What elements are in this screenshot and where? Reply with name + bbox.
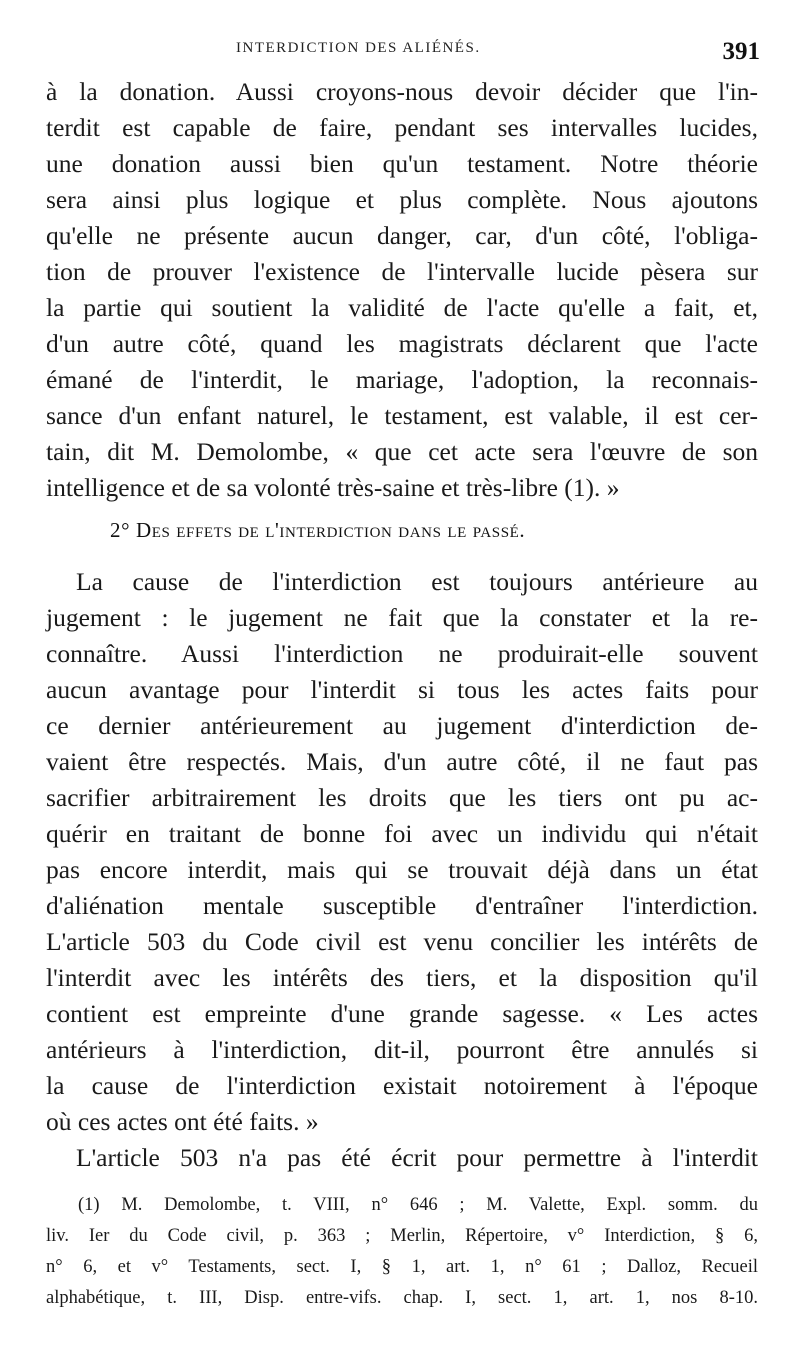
text-line: pas encore interdit, mais qui se trouvait déjà dans un état (46, 855, 758, 884)
text-line: L'article 503 du Code civil est venu concilier les intérêts de (46, 927, 758, 956)
text-line: sera ainsi plus logique et plus complète. Nous ajoutons (46, 185, 758, 214)
text-line: sance d'un enfant naturel, le testament, est valable, il est cer- (46, 401, 758, 430)
footnote-line: (1) M. Demolombe, t. VIII, n° 646 ; M. Valette, Expl. somm. du (78, 1195, 758, 1215)
text-line: intelligence et de sa volonté très-saine et très-libre (1). » (46, 473, 620, 502)
text-line: jugement : le jugement ne fait que la constater et la re- (46, 603, 758, 632)
text-line: sacrifier arbitrairement les droits que les tiers ont pu ac- (46, 783, 758, 812)
page-number: 391 (722, 38, 760, 65)
section-heading: 2° Des effets de l'interdiction dans le passé. (110, 518, 526, 542)
footnote-line: alphabétique, t. III, Disp. entre-vifs. chap. I, sect. 1, art. 1, nos 8-10. (46, 1288, 758, 1308)
text-line: la partie qui soutient la validité de l'acte qu'elle a fait, et, (46, 293, 758, 322)
text-line: vaient être respectés. Mais, d'un autre côté, il ne faut pas (46, 747, 758, 776)
text-line: qu'elle ne présente aucun danger, car, d'un côté, l'obliga- (46, 221, 758, 250)
text-line: connaître. Aussi l'interdiction ne produirait-elle souvent (46, 639, 758, 668)
text-line: ce dernier antérieurement au jugement d'interdiction de- (46, 711, 758, 740)
text-line: L'article 503 n'a pas été écrit pour permettre à l'interdit (76, 1143, 758, 1172)
text-line: la cause de l'interdiction existait notoirement à l'époque (46, 1071, 758, 1100)
text-line: d'un autre côté, quand les magistrats déclarent que l'acte (46, 329, 758, 358)
running-title: INTERDICTION DES ALIÉNÉS. (236, 40, 481, 56)
text-line: contient est empreinte d'une grande sagesse. « Les actes (46, 999, 758, 1028)
text-line: d'aliénation mentale susceptible d'entraîner l'interdiction. (46, 891, 758, 920)
text-line: quérir en traitant de bonne foi avec un individu qui n'était (46, 819, 758, 848)
text-line: tain, dit M. Demolombe, « que cet acte sera l'œuvre de son (46, 437, 758, 466)
text-line: antérieurs à l'interdiction, dit-il, pourront être annulés si (46, 1035, 758, 1064)
text-line: La cause de l'interdiction est toujours antérieure au (76, 567, 758, 596)
text-line: où ces actes ont été faits. » (46, 1107, 319, 1136)
text-line: à la donation. Aussi croyons-nous devoir décider que l'in- (46, 77, 758, 106)
text-line: aucun avantage pour l'interdit si tous les actes faits pour (46, 675, 758, 704)
text-line: tion de prouver l'existence de l'intervalle lucide pèsera sur (46, 257, 758, 286)
footnote-line: n° 6, et v° Testaments, sect. I, § 1, art. 1, n° 61 ; Dalloz, Recueil (46, 1257, 758, 1277)
text-line: émané de l'interdit, le mariage, l'adoption, la reconnais- (46, 365, 758, 394)
footnote-line: liv. Ier du Code civil, p. 363 ; Merlin, Répertoire, v° Interdiction, § 6, (46, 1226, 758, 1246)
text-line: une donation aussi bien qu'un testament. Notre théorie (46, 149, 758, 178)
text-line: terdit est capable de faire, pendant ses intervalles lucides, (46, 113, 758, 142)
text-line: l'interdit avec les intérêts des tiers, et la disposition qu'il (46, 963, 758, 992)
